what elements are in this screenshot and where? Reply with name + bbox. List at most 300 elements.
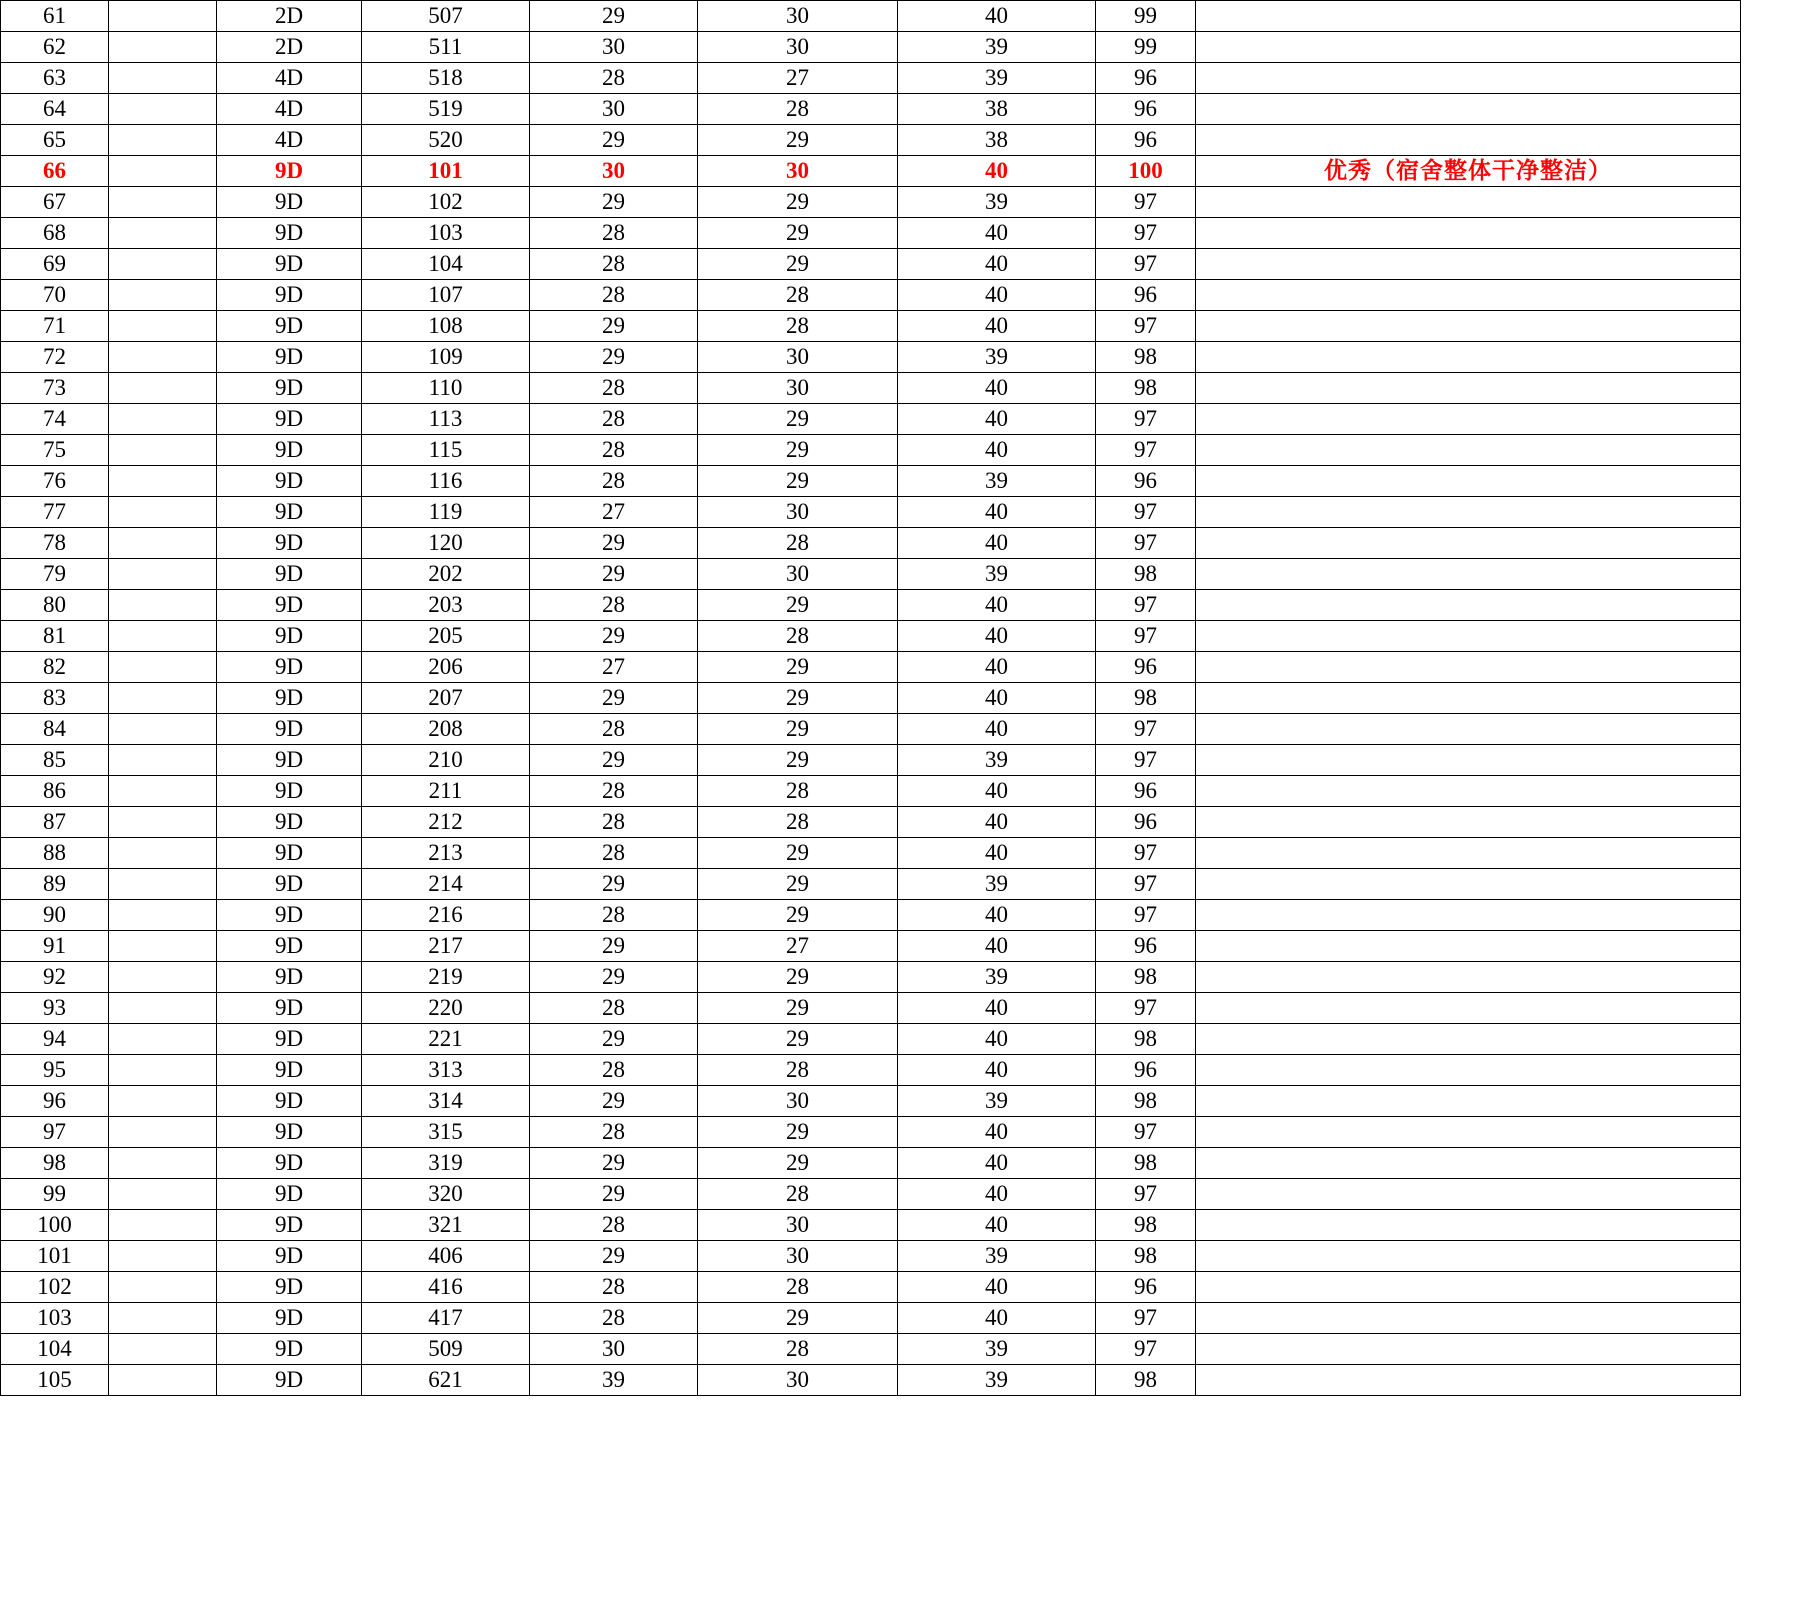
cell-score-1[interactable]: 29: [530, 683, 698, 714]
cell-score-3[interactable]: 39: [898, 466, 1096, 497]
cell-score-3[interactable]: 40: [898, 1210, 1096, 1241]
cell-score-2[interactable]: 29: [698, 404, 898, 435]
cell-index[interactable]: 61: [1, 1, 109, 32]
cell-room[interactable]: 217: [362, 931, 530, 962]
cell-building[interactable]: 9D: [217, 1334, 362, 1365]
cell-room[interactable]: 212: [362, 807, 530, 838]
table-row[interactable]: [1, 714, 1741, 745]
cell-spacer[interactable]: [109, 931, 217, 962]
cell-remark[interactable]: [1196, 1241, 1741, 1272]
cell-index[interactable]: 97: [1, 1117, 109, 1148]
cell-spacer[interactable]: [109, 1179, 217, 1210]
cell-spacer[interactable]: [109, 776, 217, 807]
cell-total[interactable]: 98: [1096, 373, 1196, 404]
cell-spacer[interactable]: [109, 590, 217, 621]
cell-score-3[interactable]: 40: [898, 1024, 1096, 1055]
cell-spacer[interactable]: [109, 1272, 217, 1303]
cell-building[interactable]: 9D: [217, 218, 362, 249]
cell-score-2[interactable]: 29: [698, 125, 898, 156]
cell-spacer[interactable]: [109, 125, 217, 156]
cell-building[interactable]: 9D: [217, 621, 362, 652]
table-row[interactable]: [1, 373, 1741, 404]
table-row[interactable]: [1, 838, 1741, 869]
cell-score-3[interactable]: 40: [898, 838, 1096, 869]
cell-building[interactable]: 9D: [217, 559, 362, 590]
cell-building[interactable]: 9D: [217, 745, 362, 776]
cell-room[interactable]: 221: [362, 1024, 530, 1055]
cell-score-1[interactable]: 29: [530, 125, 698, 156]
table-row[interactable]: [1, 962, 1741, 993]
cell-score-3[interactable]: 39: [898, 559, 1096, 590]
cell-total[interactable]: 97: [1096, 1117, 1196, 1148]
cell-index[interactable]: 78: [1, 528, 109, 559]
cell-score-2[interactable]: 29: [698, 435, 898, 466]
table-row[interactable]: [1, 993, 1741, 1024]
cell-total[interactable]: 96: [1096, 1272, 1196, 1303]
cell-score-2[interactable]: 29: [698, 1024, 898, 1055]
cell-total[interactable]: 98: [1096, 1241, 1196, 1272]
cell-remark[interactable]: [1196, 652, 1741, 683]
cell-total[interactable]: 96: [1096, 652, 1196, 683]
cell-room[interactable]: 110: [362, 373, 530, 404]
cell-total[interactable]: 97: [1096, 435, 1196, 466]
table-row[interactable]: [1, 621, 1741, 652]
cell-score-1[interactable]: 29: [530, 1086, 698, 1117]
cell-building[interactable]: 4D: [217, 94, 362, 125]
cell-room[interactable]: 119: [362, 497, 530, 528]
cell-score-1[interactable]: 29: [530, 621, 698, 652]
cell-score-1[interactable]: 27: [530, 497, 698, 528]
table-row[interactable]: [1, 218, 1741, 249]
cell-index[interactable]: 84: [1, 714, 109, 745]
cell-building[interactable]: 9D: [217, 838, 362, 869]
cell-room[interactable]: 511: [362, 32, 530, 63]
cell-spacer[interactable]: [109, 1148, 217, 1179]
cell-remark[interactable]: [1196, 1117, 1741, 1148]
cell-spacer[interactable]: [109, 187, 217, 218]
cell-index[interactable]: 72: [1, 342, 109, 373]
cell-spacer[interactable]: [109, 249, 217, 280]
cell-score-1[interactable]: 29: [530, 1148, 698, 1179]
cell-spacer[interactable]: [109, 156, 217, 187]
cell-score-1[interactable]: 29: [530, 1179, 698, 1210]
cell-index[interactable]: 83: [1, 683, 109, 714]
cell-total[interactable]: 96: [1096, 63, 1196, 94]
cell-total[interactable]: 99: [1096, 1, 1196, 32]
table-row[interactable]: [1, 931, 1741, 962]
cell-building[interactable]: 9D: [217, 280, 362, 311]
cell-score-1[interactable]: 29: [530, 1024, 698, 1055]
cell-building[interactable]: 2D: [217, 32, 362, 63]
cell-building[interactable]: 9D: [217, 1055, 362, 1086]
cell-total[interactable]: 96: [1096, 125, 1196, 156]
cell-room[interactable]: 416: [362, 1272, 530, 1303]
cell-total[interactable]: 97: [1096, 218, 1196, 249]
cell-spacer[interactable]: [109, 1334, 217, 1365]
cell-index[interactable]: 68: [1, 218, 109, 249]
cell-score-1[interactable]: 28: [530, 63, 698, 94]
cell-building[interactable]: 9D: [217, 1179, 362, 1210]
cell-total[interactable]: 97: [1096, 838, 1196, 869]
cell-total[interactable]: 97: [1096, 404, 1196, 435]
table-row[interactable]: [1, 900, 1741, 931]
cell-score-2[interactable]: 28: [698, 776, 898, 807]
cell-score-3[interactable]: 40: [898, 1148, 1096, 1179]
cell-score-3[interactable]: 38: [898, 125, 1096, 156]
cell-score-2[interactable]: 29: [698, 993, 898, 1024]
cell-index[interactable]: 89: [1, 869, 109, 900]
cell-room[interactable]: 319: [362, 1148, 530, 1179]
cell-room[interactable]: 116: [362, 466, 530, 497]
cell-total[interactable]: 98: [1096, 962, 1196, 993]
table-row[interactable]: [1, 1179, 1741, 1210]
cell-score-2[interactable]: 30: [698, 497, 898, 528]
cell-spacer[interactable]: [109, 900, 217, 931]
cell-score-1[interactable]: 29: [530, 869, 698, 900]
cell-room[interactable]: 101: [362, 156, 530, 187]
cell-index[interactable]: 74: [1, 404, 109, 435]
cell-room[interactable]: 208: [362, 714, 530, 745]
table-row[interactable]: [1, 683, 1741, 714]
cell-score-2[interactable]: 29: [698, 683, 898, 714]
cell-remark[interactable]: [1196, 838, 1741, 869]
cell-spacer[interactable]: [109, 32, 217, 63]
cell-building[interactable]: 9D: [217, 311, 362, 342]
cell-remark[interactable]: [1196, 342, 1741, 373]
cell-remark[interactable]: [1196, 373, 1741, 404]
cell-building[interactable]: 9D: [217, 807, 362, 838]
cell-remark[interactable]: [1196, 466, 1741, 497]
cell-score-1[interactable]: 29: [530, 931, 698, 962]
table-row[interactable]: [1, 466, 1741, 497]
cell-building[interactable]: 9D: [217, 1272, 362, 1303]
cell-total[interactable]: 98: [1096, 1148, 1196, 1179]
cell-index[interactable]: 64: [1, 94, 109, 125]
cell-index[interactable]: 94: [1, 1024, 109, 1055]
cell-total[interactable]: 96: [1096, 807, 1196, 838]
cell-remark[interactable]: [1196, 218, 1741, 249]
cell-spacer[interactable]: [109, 1303, 217, 1334]
cell-building[interactable]: 9D: [217, 900, 362, 931]
cell-total[interactable]: 97: [1096, 1179, 1196, 1210]
cell-score-2[interactable]: 29: [698, 714, 898, 745]
cell-score-2[interactable]: 28: [698, 94, 898, 125]
cell-total[interactable]: 97: [1096, 528, 1196, 559]
cell-score-1[interactable]: 28: [530, 900, 698, 931]
cell-spacer[interactable]: [109, 404, 217, 435]
cell-total[interactable]: 96: [1096, 776, 1196, 807]
cell-index[interactable]: 92: [1, 962, 109, 993]
cell-score-3[interactable]: 40: [898, 1, 1096, 32]
cell-index[interactable]: 101: [1, 1241, 109, 1272]
cell-room[interactable]: 214: [362, 869, 530, 900]
cell-room[interactable]: 211: [362, 776, 530, 807]
table-row[interactable]: [1, 1210, 1741, 1241]
cell-score-2[interactable]: 28: [698, 1055, 898, 1086]
cell-spacer[interactable]: [109, 497, 217, 528]
cell-remark[interactable]: [1196, 125, 1741, 156]
cell-remark[interactable]: [1196, 559, 1741, 590]
cell-total[interactable]: 97: [1096, 745, 1196, 776]
table-row[interactable]: [1, 311, 1741, 342]
table-row[interactable]: [1, 32, 1741, 63]
table-row[interactable]: [1, 590, 1741, 621]
cell-index[interactable]: 105: [1, 1365, 109, 1396]
cell-score-3[interactable]: 40: [898, 218, 1096, 249]
cell-spacer[interactable]: [109, 1024, 217, 1055]
cell-score-3[interactable]: 40: [898, 1179, 1096, 1210]
cell-room[interactable]: 321: [362, 1210, 530, 1241]
cell-index[interactable]: 85: [1, 745, 109, 776]
cell-total[interactable]: 97: [1096, 249, 1196, 280]
cell-score-3[interactable]: 40: [898, 249, 1096, 280]
cell-score-3[interactable]: 40: [898, 311, 1096, 342]
cell-room[interactable]: 621: [362, 1365, 530, 1396]
table-row[interactable]: [1, 869, 1741, 900]
cell-building[interactable]: 9D: [217, 869, 362, 900]
cell-spacer[interactable]: [109, 280, 217, 311]
cell-index[interactable]: 76: [1, 466, 109, 497]
cell-building[interactable]: 9D: [217, 993, 362, 1024]
cell-score-3[interactable]: 39: [898, 1334, 1096, 1365]
cell-total[interactable]: 98: [1096, 1365, 1196, 1396]
cell-spacer[interactable]: [109, 342, 217, 373]
cell-score-2[interactable]: 29: [698, 869, 898, 900]
cell-score-2[interactable]: 28: [698, 1272, 898, 1303]
cell-total[interactable]: 98: [1096, 1024, 1196, 1055]
cell-total[interactable]: 97: [1096, 621, 1196, 652]
cell-remark[interactable]: [1196, 776, 1741, 807]
table-row[interactable]: [1, 1148, 1741, 1179]
cell-remark[interactable]: [1196, 1148, 1741, 1179]
cell-spacer[interactable]: [109, 1117, 217, 1148]
cell-score-1[interactable]: 29: [530, 962, 698, 993]
cell-spacer[interactable]: [109, 373, 217, 404]
cell-building[interactable]: 9D: [217, 931, 362, 962]
cell-score-3[interactable]: 39: [898, 1241, 1096, 1272]
table-row[interactable]: [1, 63, 1741, 94]
cell-score-2[interactable]: 29: [698, 218, 898, 249]
cell-score-1[interactable]: 29: [530, 528, 698, 559]
cell-building[interactable]: 9D: [217, 497, 362, 528]
cell-score-2[interactable]: 29: [698, 590, 898, 621]
cell-spacer[interactable]: [109, 1365, 217, 1396]
cell-remark[interactable]: [1196, 714, 1741, 745]
cell-room[interactable]: 313: [362, 1055, 530, 1086]
cell-spacer[interactable]: [109, 745, 217, 776]
cell-remark[interactable]: [1196, 280, 1741, 311]
cell-score-1[interactable]: 28: [530, 1210, 698, 1241]
cell-total[interactable]: 98: [1096, 1086, 1196, 1117]
cell-total[interactable]: 96: [1096, 94, 1196, 125]
table-row[interactable]: [1, 1334, 1741, 1365]
cell-total[interactable]: 97: [1096, 993, 1196, 1024]
cell-score-3[interactable]: 40: [898, 497, 1096, 528]
cell-score-3[interactable]: 40: [898, 714, 1096, 745]
cell-total[interactable]: 97: [1096, 590, 1196, 621]
cell-total[interactable]: 97: [1096, 497, 1196, 528]
cell-score-1[interactable]: 28: [530, 838, 698, 869]
cell-score-2[interactable]: 28: [698, 280, 898, 311]
cell-room[interactable]: 213: [362, 838, 530, 869]
cell-score-2[interactable]: 29: [698, 466, 898, 497]
cell-spacer[interactable]: [109, 869, 217, 900]
cell-score-2[interactable]: 30: [698, 1365, 898, 1396]
cell-score-2[interactable]: 30: [698, 1086, 898, 1117]
cell-spacer[interactable]: [109, 466, 217, 497]
cell-score-3[interactable]: 39: [898, 187, 1096, 218]
cell-remark[interactable]: [1196, 528, 1741, 559]
cell-building[interactable]: 9D: [217, 714, 362, 745]
cell-spacer[interactable]: [109, 559, 217, 590]
cell-spacer[interactable]: [109, 807, 217, 838]
table-row[interactable]: [1, 342, 1741, 373]
cell-total[interactable]: 97: [1096, 714, 1196, 745]
cell-score-1[interactable]: 28: [530, 590, 698, 621]
cell-score-3[interactable]: 39: [898, 63, 1096, 94]
cell-building[interactable]: 9D: [217, 776, 362, 807]
cell-room[interactable]: 205: [362, 621, 530, 652]
cell-score-1[interactable]: 27: [530, 652, 698, 683]
cell-building[interactable]: 9D: [217, 466, 362, 497]
cell-remark[interactable]: 优秀（宿舍整体干净整洁）: [1196, 156, 1741, 187]
cell-score-1[interactable]: 30: [530, 32, 698, 63]
cell-score-2[interactable]: 30: [698, 559, 898, 590]
cell-score-2[interactable]: 30: [698, 156, 898, 187]
cell-remark[interactable]: [1196, 683, 1741, 714]
cell-score-3[interactable]: 40: [898, 435, 1096, 466]
cell-remark[interactable]: [1196, 1303, 1741, 1334]
cell-room[interactable]: 206: [362, 652, 530, 683]
cell-building[interactable]: 9D: [217, 373, 362, 404]
cell-index[interactable]: 71: [1, 311, 109, 342]
cell-score-1[interactable]: 39: [530, 1365, 698, 1396]
cell-building[interactable]: 9D: [217, 156, 362, 187]
cell-score-2[interactable]: 28: [698, 621, 898, 652]
cell-total[interactable]: 97: [1096, 187, 1196, 218]
cell-remark[interactable]: [1196, 962, 1741, 993]
table-row[interactable]: [1, 1365, 1741, 1396]
cell-remark[interactable]: [1196, 404, 1741, 435]
cell-score-2[interactable]: 29: [698, 1303, 898, 1334]
cell-remark[interactable]: [1196, 745, 1741, 776]
table-row[interactable]: [1, 497, 1741, 528]
cell-room[interactable]: 315: [362, 1117, 530, 1148]
cell-index[interactable]: 99: [1, 1179, 109, 1210]
cell-remark[interactable]: [1196, 94, 1741, 125]
cell-spacer[interactable]: [109, 528, 217, 559]
cell-spacer[interactable]: [109, 962, 217, 993]
cell-score-1[interactable]: 28: [530, 218, 698, 249]
cell-score-1[interactable]: 28: [530, 714, 698, 745]
cell-remark[interactable]: [1196, 621, 1741, 652]
cell-score-1[interactable]: 30: [530, 94, 698, 125]
cell-spacer[interactable]: [109, 652, 217, 683]
cell-room[interactable]: 519: [362, 94, 530, 125]
cell-room[interactable]: 520: [362, 125, 530, 156]
cell-room[interactable]: 509: [362, 1334, 530, 1365]
cell-total[interactable]: 96: [1096, 466, 1196, 497]
cell-score-3[interactable]: 40: [898, 156, 1096, 187]
cell-index[interactable]: 103: [1, 1303, 109, 1334]
cell-score-1[interactable]: 28: [530, 1272, 698, 1303]
cell-index[interactable]: 98: [1, 1148, 109, 1179]
table-row[interactable]: [1, 528, 1741, 559]
cell-spacer[interactable]: [109, 1210, 217, 1241]
cell-score-3[interactable]: 40: [898, 590, 1096, 621]
cell-room[interactable]: 207: [362, 683, 530, 714]
cell-room[interactable]: 518: [362, 63, 530, 94]
cell-total[interactable]: 98: [1096, 683, 1196, 714]
cell-building[interactable]: 9D: [217, 187, 362, 218]
table-row[interactable]: [1, 1086, 1741, 1117]
cell-index[interactable]: 81: [1, 621, 109, 652]
cell-score-1[interactable]: 28: [530, 466, 698, 497]
cell-spacer[interactable]: [109, 714, 217, 745]
cell-score-2[interactable]: 29: [698, 745, 898, 776]
cell-index[interactable]: 104: [1, 1334, 109, 1365]
cell-score-3[interactable]: 40: [898, 931, 1096, 962]
cell-score-1[interactable]: 28: [530, 1117, 698, 1148]
table-row[interactable]: [1, 1, 1741, 32]
cell-building[interactable]: 9D: [217, 1365, 362, 1396]
cell-score-3[interactable]: 39: [898, 32, 1096, 63]
cell-building[interactable]: 9D: [217, 1148, 362, 1179]
cell-remark[interactable]: [1196, 900, 1741, 931]
cell-remark[interactable]: [1196, 63, 1741, 94]
cell-score-3[interactable]: 40: [898, 280, 1096, 311]
cell-building[interactable]: 9D: [217, 590, 362, 621]
table-row[interactable]: [1, 156, 1741, 187]
cell-index[interactable]: 65: [1, 125, 109, 156]
cell-spacer[interactable]: [109, 1, 217, 32]
cell-room[interactable]: 120: [362, 528, 530, 559]
cell-total[interactable]: 98: [1096, 559, 1196, 590]
cell-total[interactable]: 98: [1096, 342, 1196, 373]
cell-total[interactable]: 97: [1096, 1303, 1196, 1334]
table-row[interactable]: [1, 652, 1741, 683]
cell-building[interactable]: 4D: [217, 63, 362, 94]
cell-room[interactable]: 210: [362, 745, 530, 776]
cell-room[interactable]: 219: [362, 962, 530, 993]
cell-spacer[interactable]: [109, 94, 217, 125]
table-row[interactable]: [1, 280, 1741, 311]
cell-score-3[interactable]: 39: [898, 962, 1096, 993]
cell-building[interactable]: 9D: [217, 435, 362, 466]
cell-score-3[interactable]: 40: [898, 652, 1096, 683]
cell-total[interactable]: 98: [1096, 1210, 1196, 1241]
cell-index[interactable]: 95: [1, 1055, 109, 1086]
cell-score-3[interactable]: 40: [898, 373, 1096, 404]
cell-score-2[interactable]: 29: [698, 652, 898, 683]
cell-score-3[interactable]: 40: [898, 993, 1096, 1024]
cell-building[interactable]: 9D: [217, 1210, 362, 1241]
cell-remark[interactable]: [1196, 993, 1741, 1024]
cell-score-1[interactable]: 28: [530, 373, 698, 404]
cell-index[interactable]: 63: [1, 63, 109, 94]
cell-score-1[interactable]: 28: [530, 993, 698, 1024]
cell-building[interactable]: 9D: [217, 342, 362, 373]
cell-index[interactable]: 88: [1, 838, 109, 869]
cell-score-3[interactable]: 40: [898, 1303, 1096, 1334]
cell-score-2[interactable]: 27: [698, 63, 898, 94]
cell-index[interactable]: 66: [1, 156, 109, 187]
cell-score-3[interactable]: 39: [898, 1365, 1096, 1396]
cell-score-2[interactable]: 28: [698, 311, 898, 342]
cell-total[interactable]: 96: [1096, 1055, 1196, 1086]
cell-remark[interactable]: [1196, 1024, 1741, 1055]
cell-score-3[interactable]: 39: [898, 1086, 1096, 1117]
